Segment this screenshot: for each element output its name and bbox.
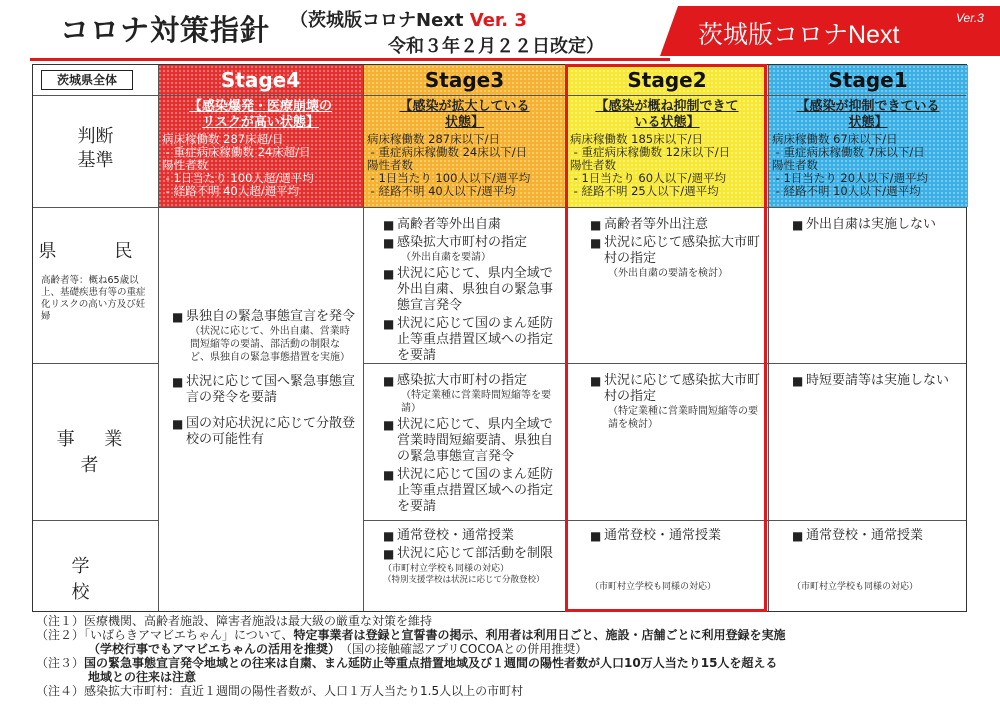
- list-item: ■ 通常登校・通常授業: [792, 528, 962, 544]
- stage3-header: Stage3: [363, 65, 566, 95]
- list-item: ■ 外出自粛は実施しない: [792, 217, 962, 233]
- footnote-3-cont: 地域との往来は注意: [88, 670, 197, 684]
- school-note: （特別支援学校は状況に応じて分散登校）: [383, 575, 545, 585]
- stage1-school: [768, 520, 968, 612]
- criteria-label-line2: 基準: [77, 150, 114, 171]
- list-item: ■ 感染拡大市町村の指定: [383, 373, 560, 389]
- residents-label-cell: [33, 207, 158, 363]
- subtitle-version: [290, 6, 527, 32]
- stage1-criteria-body: 病床稼働数 67床以下/日 - 重症病床稼働数 7床以下/日 陽性者数 - 1日当たり 20人以下/週平均 - 経路不明 10人以下/週平均: [772, 132, 928, 198]
- list-item: ■ 時短要請等は実施しない: [792, 373, 962, 389]
- list-item: ■ 感染拡大市町村の指定: [383, 235, 560, 251]
- stage2-business: [566, 363, 768, 520]
- stage4-criteria: [158, 95, 363, 207]
- residents-label: 県 民: [38, 241, 153, 262]
- stage3-business: [363, 363, 566, 520]
- list-item: ■ 状況に応じて感染拡大市町村の指定: [590, 235, 762, 267]
- stage4-measure-note: （状況に応じて、外出自粛、営業時間短縮等の要請、部活動の制限など、県独自の緊急事態措置を実施）: [190, 326, 350, 363]
- list-item: ■ 高齢者等外出注意: [590, 217, 762, 233]
- footnote-4: （注４）感染拡大市町村：直近１週間の陽性者数が、人口１万人当たり1.5人以上の市町村: [36, 684, 524, 698]
- logo: [660, 6, 1000, 56]
- divider: [158, 65, 159, 611]
- stage4-measure-item: ■ 県独自の緊急事態宣言を発令: [172, 309, 357, 325]
- footnote-3-bold: 国の緊急事態宣言発令地域との往来は自粛、まん延防止等重点措置地域及び１週間の陽性者数が人口10万人当たり15人を超える: [84, 656, 778, 670]
- subtitle-ver: Ver. 3: [469, 10, 527, 31]
- footnotes: [36, 614, 976, 698]
- stage2-residents: [566, 207, 768, 363]
- divider: [33, 95, 966, 96]
- business-label: 事 業 者: [56, 429, 135, 476]
- footnote-2-school: （学校行事でもアマビエちゃんの活用を推奨）: [88, 642, 335, 656]
- stage3-residents: [363, 207, 566, 363]
- list-item: ■ 状況に応じて国のまん延防止等重点措置区域への指定を要請: [383, 467, 560, 515]
- stage1-criteria: [768, 95, 968, 207]
- divider: [363, 520, 966, 521]
- footnote-2-lead: （注２）「いばらきアマビエちゃん」について、: [36, 628, 294, 642]
- header-rule: [30, 58, 670, 61]
- divider: [768, 65, 769, 611]
- list-item: ■ 高齢者等外出自粛: [383, 217, 560, 233]
- stage2-criteria: [566, 95, 768, 207]
- footnote-1: （注１）医療機関、高齢者施設、障害者施設は最大級の厳重な対策を維持: [36, 614, 433, 628]
- school-note: （市町村立学校も同様の対応）: [792, 582, 919, 592]
- divider: [363, 65, 364, 611]
- divider: [363, 363, 966, 364]
- list-item: ■ 通常登校・通常授業: [383, 528, 560, 544]
- criteria-label: [33, 95, 158, 207]
- stage1-header: Stage1: [768, 65, 968, 95]
- corner-label: 茨城県全体: [41, 70, 133, 90]
- subtitle-prefix: （茨城版コロナNext: [290, 10, 464, 31]
- list-item-note: （外出自粛を要請）: [401, 252, 491, 263]
- stage4-header: Stage4: [158, 65, 363, 95]
- list-item: ■ 状況に応じて、県内全域で営業時間短縮要請、県独自の緊急事態宣言発令: [383, 417, 560, 465]
- stage1-criteria-head: 【感染が抑制できている 状態】: [796, 99, 940, 130]
- list-item-note: （特定業種に営業時間短縮等の要請を検討）: [608, 406, 758, 430]
- business-label-cell: [33, 363, 158, 520]
- corner-cell: [33, 65, 158, 95]
- stage4-criteria-head: 【感染爆発・医療崩壊の リスクが高い状態】: [188, 99, 332, 130]
- stage1-business: [768, 363, 968, 520]
- logo-ver: Ver.3: [956, 11, 984, 25]
- criteria-label-line1: 判断: [77, 126, 114, 147]
- list-item: ■ 状況に応じて部活動を制限: [383, 546, 560, 562]
- page-title: コロナ対策指針: [60, 13, 271, 47]
- stage3-school: [363, 520, 566, 612]
- divider: [33, 207, 966, 208]
- stage3-criteria-body: 病床稼働数 287床以下/日 - 重症病床稼働数 24床以下/日 陽性者数 - 1日当たり 100人以下/週平均 - 経路不明 40人以下/週平均: [367, 132, 531, 198]
- stage2-criteria-body: 病床稼働数 185床以下/日 - 重症病床稼働数 12床以下/日 陽性者数 - 1日当たり 60人以下/週平均 - 経路不明 25人以下/週平均: [570, 132, 731, 198]
- school-note: （市町村立学校も同様の対応）: [590, 582, 717, 592]
- list-item: ■ 状況に応じて感染拡大市町村の指定: [590, 373, 762, 405]
- footnote-2-sub: [36, 642, 976, 656]
- stage1-residents: [768, 207, 968, 363]
- stage4-measures: [158, 207, 363, 613]
- guideline-table: [32, 64, 967, 612]
- divider: [566, 65, 567, 611]
- footnote-3-lead: （注３）: [36, 656, 85, 670]
- footnote-2-cocoa: （国の接触確認アプリCOCOAとの併用推奨）: [346, 642, 588, 656]
- school-note: （市町村立学校も同様の対応）: [383, 564, 510, 574]
- logo-text: 茨城版コロナNext: [698, 21, 900, 49]
- list-item: ■ 状況に応じて国のまん延防止等重点措置区域への指定を要請: [383, 316, 560, 364]
- footnote-2-bold: 特定事業者は登録と宣誓書の掲示、利用者は利用日ごと、施設・店舗ごとに利用登録を実施: [293, 628, 786, 642]
- list-item-note: （特定業種に営業時間短縮等を要請）: [401, 390, 551, 414]
- stage4-measure-item: ■ 国の対応状況に応じて分散登校の可能性有: [172, 416, 357, 448]
- list-item: ■ 通常登校・通常授業: [590, 528, 762, 544]
- stage3-criteria-head: 【感染が拡大している 状態】: [399, 99, 530, 130]
- stage4-criteria-body: 病床稼働数 287床超/日 - 重症病床稼働数 24床超/日 陽性者数 - 1日当たり 100人超/週平均 - 経路不明 40人超/週平均: [162, 132, 314, 198]
- stage2-school: [566, 520, 768, 612]
- school-label-cell: [33, 520, 168, 612]
- school-label: 学 校: [71, 556, 168, 603]
- stage2-header: Stage2: [566, 65, 768, 95]
- footnote-2: [36, 628, 976, 642]
- stage4-measure-item: ■ 状況に応じて国へ緊急事態宣言の発令を要請: [172, 374, 357, 406]
- divider: [33, 520, 158, 521]
- divider: [33, 363, 158, 364]
- stage2-criteria-head: 【感染が概ね抑制できて いる状態】: [595, 99, 739, 130]
- residents-sublabel: 高齢者等：概ね65歳以上、基礎疾患有等の重症化リスクの高い方及び妊婦: [41, 275, 146, 322]
- stage3-criteria: [363, 95, 566, 207]
- subtitle-date: 令和３年２月２２日改定）: [388, 36, 604, 57]
- list-item-note: （外出自粛の要請を検討）: [608, 268, 728, 279]
- footnote-3: [36, 656, 976, 670]
- list-item: ■ 状況に応じて、県内全域で外出自粛、県独自の緊急事態宣言発令: [383, 266, 560, 314]
